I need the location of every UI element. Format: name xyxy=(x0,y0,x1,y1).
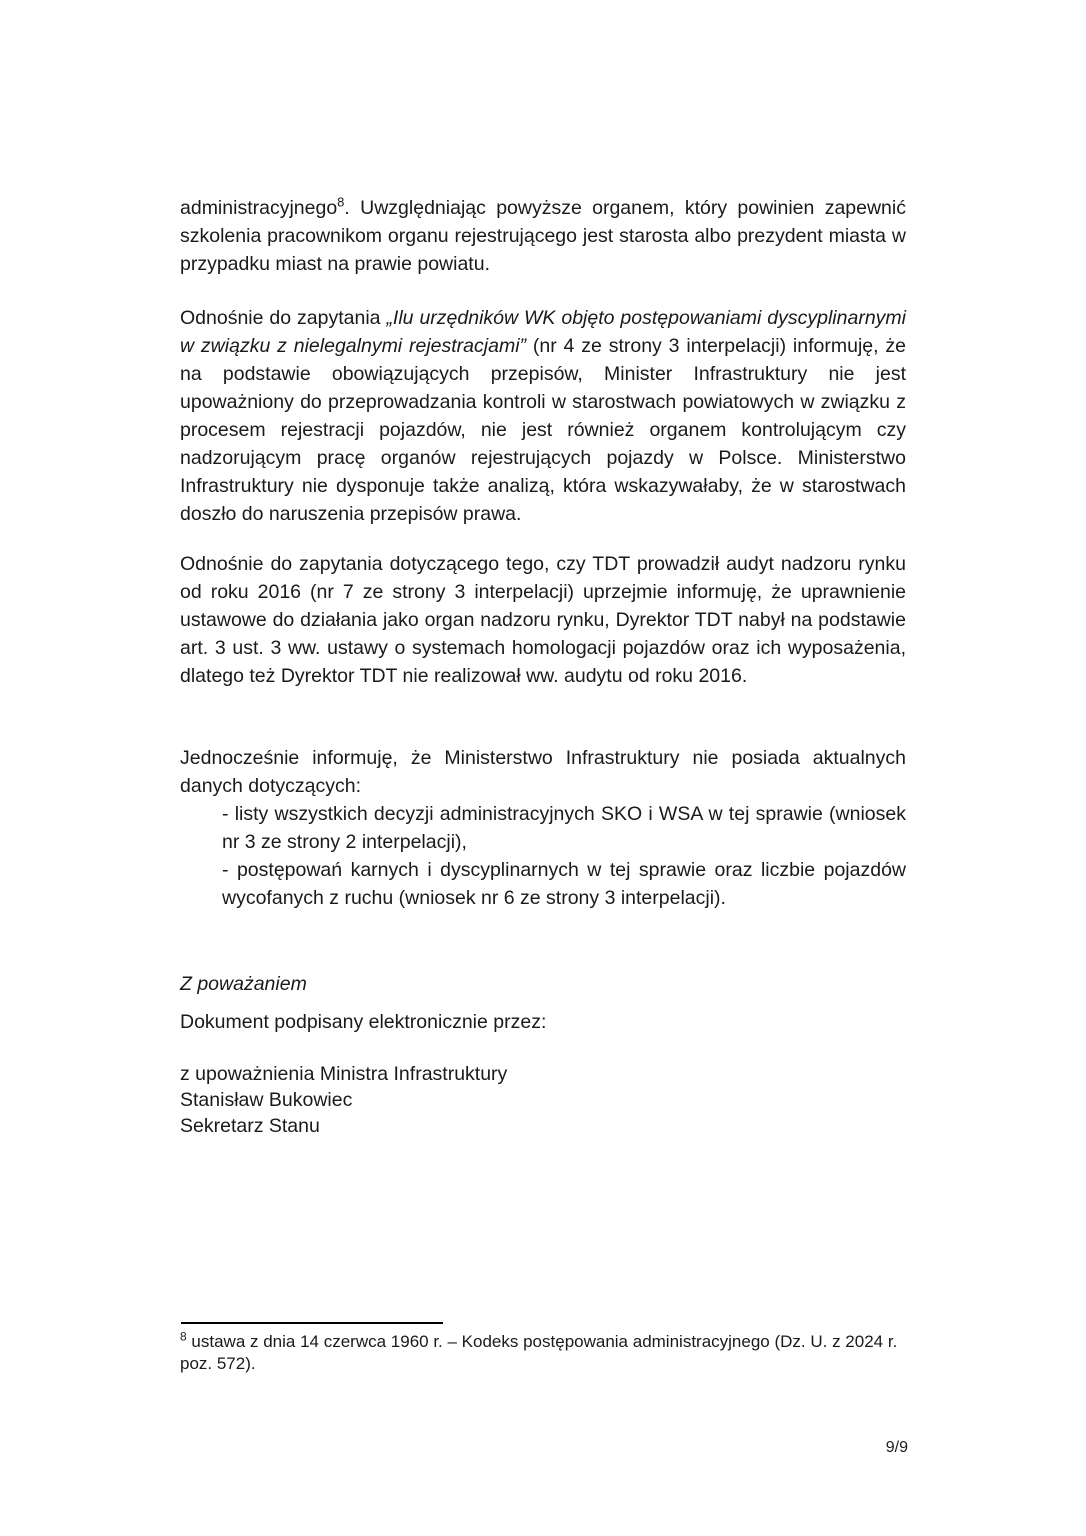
paragraph-text: administracyjnego xyxy=(180,197,338,219)
list-item-postepowania-karne: - postępowań karnych i dyscyplinarnych w tej sprawie oraz liczbie pojazdów wycofanych z ruchu (wniosek nr 6 ze strony 3 interpelacji). xyxy=(222,859,906,909)
paragraph-zapytanie-nr4 xyxy=(180,304,906,528)
signature-block xyxy=(180,1061,906,1139)
electronic-signature-line: Dokument podpisany elektronicznie przez: xyxy=(180,1011,547,1033)
page-number: 9/9 xyxy=(885,1439,908,1456)
list-item-decyzje-sko-wsa: - listy wszystkich decyzji administracyjnych SKO i WSA w tej sprawie (wniosek nr 3 ze strony 2 interpelacji), xyxy=(222,803,906,853)
paragraph-text: Odnośnie do zapytania xyxy=(180,307,387,329)
closing-block xyxy=(180,970,906,1139)
footnote-reference-8: 8 xyxy=(337,194,345,210)
signer-title: Sekretarz Stanu xyxy=(180,1115,320,1137)
footnote-separator-line xyxy=(181,1322,443,1324)
footnote-marker: 8 xyxy=(180,1329,187,1344)
footnote-text: ustawa z dnia 14 czerwca 1960 r. – Kodeks postępowania administracyjnego (Dz. U. z 2024 r. poz. 572). xyxy=(180,1332,898,1373)
paragraph-text: (nr 4 ze strony 3 interpelacji) informuję, że na podstawie obowiązujących przepisów, Minister Infrastruktury nie jest upoważniony do przeprowadzania kontroli w starostwach powiatowych w związku z procesem rejestracji pojazdów, nie jest również organem kontrolującym czy nadzorującym pracę organów rejestrujących pojazdy w Polsce. Ministerstwo Infrastruktury nie dysponuje także analizą, która wskazywałaby, że w starostwach doszło do naruszenia przepisów prawa. xyxy=(180,335,906,525)
quoted-question-text: „Ilu urzędników WK objęto postępowaniami dyscyplinarnymi w związku z nielegalnymi rejestracjami” xyxy=(180,307,906,357)
footnote xyxy=(180,1331,910,1375)
paragraph-brak-danych-intro: Jednocześnie informuję, że Ministerstwo Infrastruktury nie posiada aktualnych danych dotyczących: xyxy=(180,747,906,797)
paragraph-administracyjnego xyxy=(180,194,906,278)
signer-name: Stanisław Bukowiec xyxy=(180,1089,353,1111)
paragraph-text: . Uwzględniając powyższe organem, który powinien zapewnić szkolenia pracownikom organu rejestrującego jest starosta albo prezydent miasta w przypadku miast na prawie powiatu. xyxy=(180,197,906,275)
paragraph-tdt-audyt: Odnośnie do zapytania dotyczącego tego, czy TDT prowadził audyt nadzoru rynku od roku 2016 (nr 7 ze strony 3 interpelacji) uprzejmie informuję, że uprawnienie ustawowe do działania jako organ nadzoru rynku, Dyrektor TDT nabył na podstawie art. 3 ust. 3 ww. ustawy o systemach homologacji pojazdów oraz ich wyposażenia, dlatego też Dyrektor TDT nie realizował ww. audytu od roku 2016. xyxy=(180,553,906,687)
document-body xyxy=(180,194,906,1139)
signature-authorization: z upoważnienia Ministra Infrastruktury xyxy=(180,1063,508,1085)
salutation: Z poważaniem xyxy=(180,973,307,995)
